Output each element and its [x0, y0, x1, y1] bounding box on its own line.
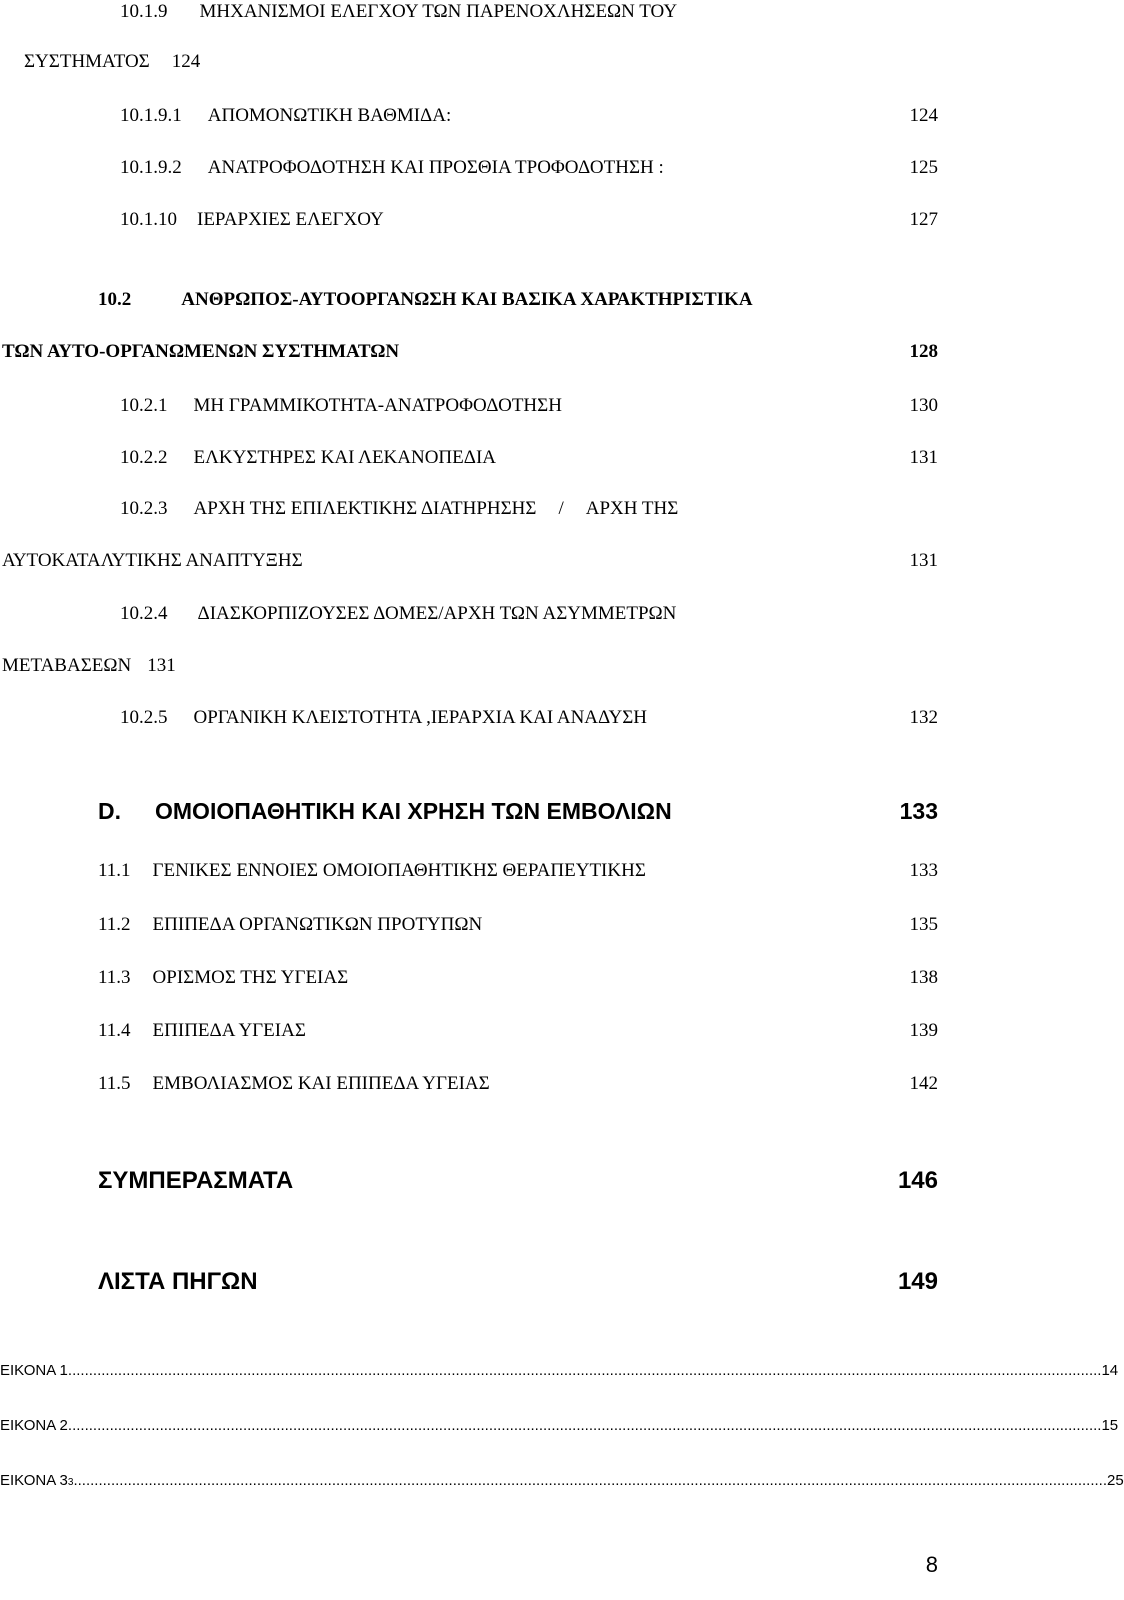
toc-title: ΑΡΧΗ ΤΗΣ ΕΠΙΛΕΚΤΙΚΗΣ ΔΙΑΤΗΡΗΣΗΣ	[193, 498, 537, 519]
toc-number: 10.2.1	[120, 395, 168, 416]
toc-number: 10.2.2	[120, 447, 168, 468]
toc-page-number: 131	[909, 550, 938, 571]
toc-page-number: 139	[909, 1020, 938, 1041]
toc-title-continuation: ΣΥΣΤΗΜΑΤΟΣ	[24, 51, 150, 72]
toc-page-number: 125	[909, 157, 938, 178]
toc-entry-10-2[interactable]	[98, 288, 753, 312]
toc-number: 10.2.4	[120, 603, 168, 624]
toc-title: ΑΡΧΗ ΤΗΣ	[585, 498, 679, 519]
figure-entry[interactable]	[0, 1415, 1119, 1437]
toc-number: 10.2	[98, 289, 132, 310]
toc-number: 10.1.9	[120, 1, 168, 22]
toc-title: ΙΕΡΑΡΧΙΕΣ ΕΛΕΓΧΟΥ	[197, 209, 384, 230]
figure-page-number: 14	[1101, 1362, 1119, 1379]
toc-entry-10-2-3[interactable]	[120, 497, 678, 521]
toc-title: ΟΡΙΣΜΟΣ ΤΗΣ ΥΓΕΙΑΣ	[152, 967, 349, 988]
toc-entry-11-3[interactable]	[98, 966, 348, 990]
toc-page-number: 131	[909, 447, 938, 468]
toc-title: ΔΙΑΣΚΟΡΠΙΖΟΥΣΕΣ ΔΟΜΕΣ/ΑΡΧΗ ΤΩΝ ΑΣΥΜΜΕΤΡΩΝ	[197, 603, 677, 624]
toc-title-continuation: ΜΕΤΑΒΑΣΕΩΝ	[2, 655, 132, 676]
toc-number: 11.2	[98, 914, 131, 935]
figure-page-number: 15	[1101, 1417, 1119, 1434]
figure-label: ΕΙΚΟΝΑ 3	[0, 1472, 68, 1489]
toc-title: ΣΥΜΠΕΡΑΣΜΑΤΑ	[98, 1167, 294, 1194]
figure-entry[interactable]	[0, 1360, 1119, 1382]
toc-entry-11-1[interactable]	[98, 859, 646, 883]
toc-title: ΛΙΣΤΑ ΠΗΓΩΝ	[98, 1268, 258, 1295]
toc-number: 10.2.3	[120, 498, 168, 519]
toc-title: ΑΝΑΤΡΟΦΟΔΟΤΗΣΗ ΚΑΙ ΠΡΟΣΘΙΑ ΤΡΟΦΟΔΟΤΗΣΗ :	[207, 157, 664, 178]
toc-title: ΓΕΝΙΚΕΣ ΕΝΝΟΙΕΣ ΟΜΟΙΟΠΑΘΗΤΙΚΗΣ ΘΕΡΑΠΕΥΤΙΚΗΣ	[152, 860, 646, 881]
toc-entry-sources[interactable]	[98, 1267, 258, 1297]
toc-page-number: 146	[897, 1167, 938, 1194]
page-number: 8	[925, 1552, 938, 1577]
toc-entry-10-1-10[interactable]	[120, 208, 384, 232]
toc-page-number: 142	[909, 1073, 938, 1094]
toc-entry-10-1-9-continuation[interactable]	[24, 50, 200, 74]
toc-title: ΕΠΙΠΕΔΑ ΥΓΕΙΑΣ	[152, 1020, 306, 1041]
toc-title-continuation: ΑΥΤΟΚΑΤΑΛΥΤΙΚΗΣ ΑΝΑΠΤΥΞΗΣ	[2, 550, 303, 571]
toc-entry-10-1-9[interactable]	[120, 0, 677, 24]
toc-page-number: 131	[147, 655, 176, 676]
toc-title: ΜΗΧΑΝΙΣΜΟΙ ΕΛΕΓΧΟΥ ΤΩΝ ΠΑΡΕΝΟΧΛΗΣΕΩΝ ΤΟΥ	[199, 1, 678, 22]
toc-entry-10-2-1[interactable]	[120, 394, 562, 418]
toc-page-number: 133	[899, 798, 938, 824]
figure-label: ΕΙΚΟΝΑ 2	[0, 1417, 68, 1434]
toc-number: 10.1.9.1	[120, 105, 182, 126]
toc-number: 11.4	[98, 1020, 131, 1041]
toc-number: 11.1	[98, 860, 131, 881]
toc-entry-11-5[interactable]	[98, 1072, 490, 1096]
toc-title: ΟΡΓΑΝΙΚΗ ΚΛΕΙΣΤΟΤΗΤΑ ,ΙΕΡΑΡΧΙΑ ΚΑΙ ΑΝΑΔΥΣΗ	[193, 707, 647, 728]
toc-entry-10-2-continuation[interactable]	[2, 340, 399, 364]
toc-entry-10-2-5[interactable]	[120, 706, 647, 730]
toc-page-number: 135	[909, 914, 938, 935]
toc-number: 10.1.9.2	[120, 157, 182, 178]
dot-leader: ........................................................................................................................................................................................................................................................	[67, 1417, 1102, 1434]
toc-entry-10-2-4[interactable]	[120, 602, 676, 626]
toc-page-number: 132	[909, 707, 938, 728]
toc-title: ΕΜΒΟΛΙΑΣΜΟΣ ΚΑΙ ΕΠΙΠΕΔΑ ΥΓΕΙΑΣ	[152, 1073, 490, 1094]
toc-page-number: 128	[909, 341, 938, 362]
toc-entry-11-4[interactable]	[98, 1019, 306, 1043]
toc-entry-10-1-9-2[interactable]	[120, 156, 664, 180]
toc-page-number: 149	[897, 1268, 938, 1295]
toc-title: ΟΜΟΙΟΠΑΘΗΤΙΚΗ ΚΑΙ ΧΡΗΣΗ ΤΩΝ ΕΜΒΟΛΙΩΝ	[155, 798, 672, 824]
dot-leader: ........................................................................................................................................................................................................................................................	[67, 1362, 1102, 1379]
toc-entry-conclusions[interactable]	[98, 1166, 293, 1196]
figure-entry[interactable]: ΕΙΚΟΝΑ 3 3 ........................................................................................................................................................................................................................................................ 25	[0, 1470, 951, 1492]
toc-number: D.	[98, 798, 121, 824]
toc-entry-10-2-3-continuation[interactable]	[2, 549, 303, 573]
toc-entry-11-2[interactable]	[98, 913, 482, 937]
toc-page-number: 130	[909, 395, 938, 416]
toc-title: ΕΛΚΥΣΤΗΡΕΣ ΚΑΙ ΛΕΚΑΝΟΠΕΔΙΑ	[193, 447, 497, 468]
toc-title-continuation: ΤΩΝ ΑΥΤΟ-ΟΡΓΑΝΩΜΕΝΩΝ ΣΥΣΤΗΜΑΤΩΝ	[2, 341, 400, 362]
figure-page-number: 25	[1107, 1472, 1124, 1489]
toc-entry-part-d[interactable]	[98, 797, 672, 825]
toc-number: 10.2.5	[120, 707, 168, 728]
toc-number: 11.5	[98, 1073, 131, 1094]
toc-page-number: 124	[909, 105, 938, 126]
toc-entry-10-2-2[interactable]	[120, 446, 496, 470]
toc-title: ΜΗ ΓΡΑΜΜΙΚΟΤΗΤΑ-ΑΝΑΤΡΟΦΟΔΟΤΗΣΗ	[193, 395, 562, 416]
toc-page-number: 133	[909, 860, 938, 881]
toc-entry-10-1-9-1[interactable]	[120, 104, 451, 128]
dot-leader: ........................................................................................................................................................................................................................................................	[73, 1472, 1108, 1489]
toc-title-separator: /	[558, 498, 564, 519]
figure-label: ΕΙΚΟΝΑ 1	[0, 1362, 68, 1379]
toc-page-number: 124	[171, 51, 201, 72]
toc-page-number: 127	[909, 209, 938, 230]
toc-page-number: 138	[909, 967, 938, 988]
toc-number: 10.1.10	[120, 209, 177, 230]
toc-title: ΑΝΘΡΩΠΟΣ-ΑΥΤΟΟΡΓΑΝΩΣΗ ΚΑΙ ΒΑΣΙΚΑ ΧΑΡΑΚΤΗΡΙΣΤΙΚΑ	[181, 289, 753, 310]
toc-title: ΑΠΟΜΟΝΩΤΙΚΗ ΒΑΘΜΙΔΑ:	[207, 105, 452, 126]
toc-title: ΕΠΙΠΕΔΑ ΟΡΓΑΝΩΤΙΚΩΝ ΠΡΟΤΥΠΩΝ	[152, 914, 483, 935]
toc-number: 11.3	[98, 967, 131, 988]
toc-entry-10-2-4-continuation[interactable]	[2, 654, 176, 678]
